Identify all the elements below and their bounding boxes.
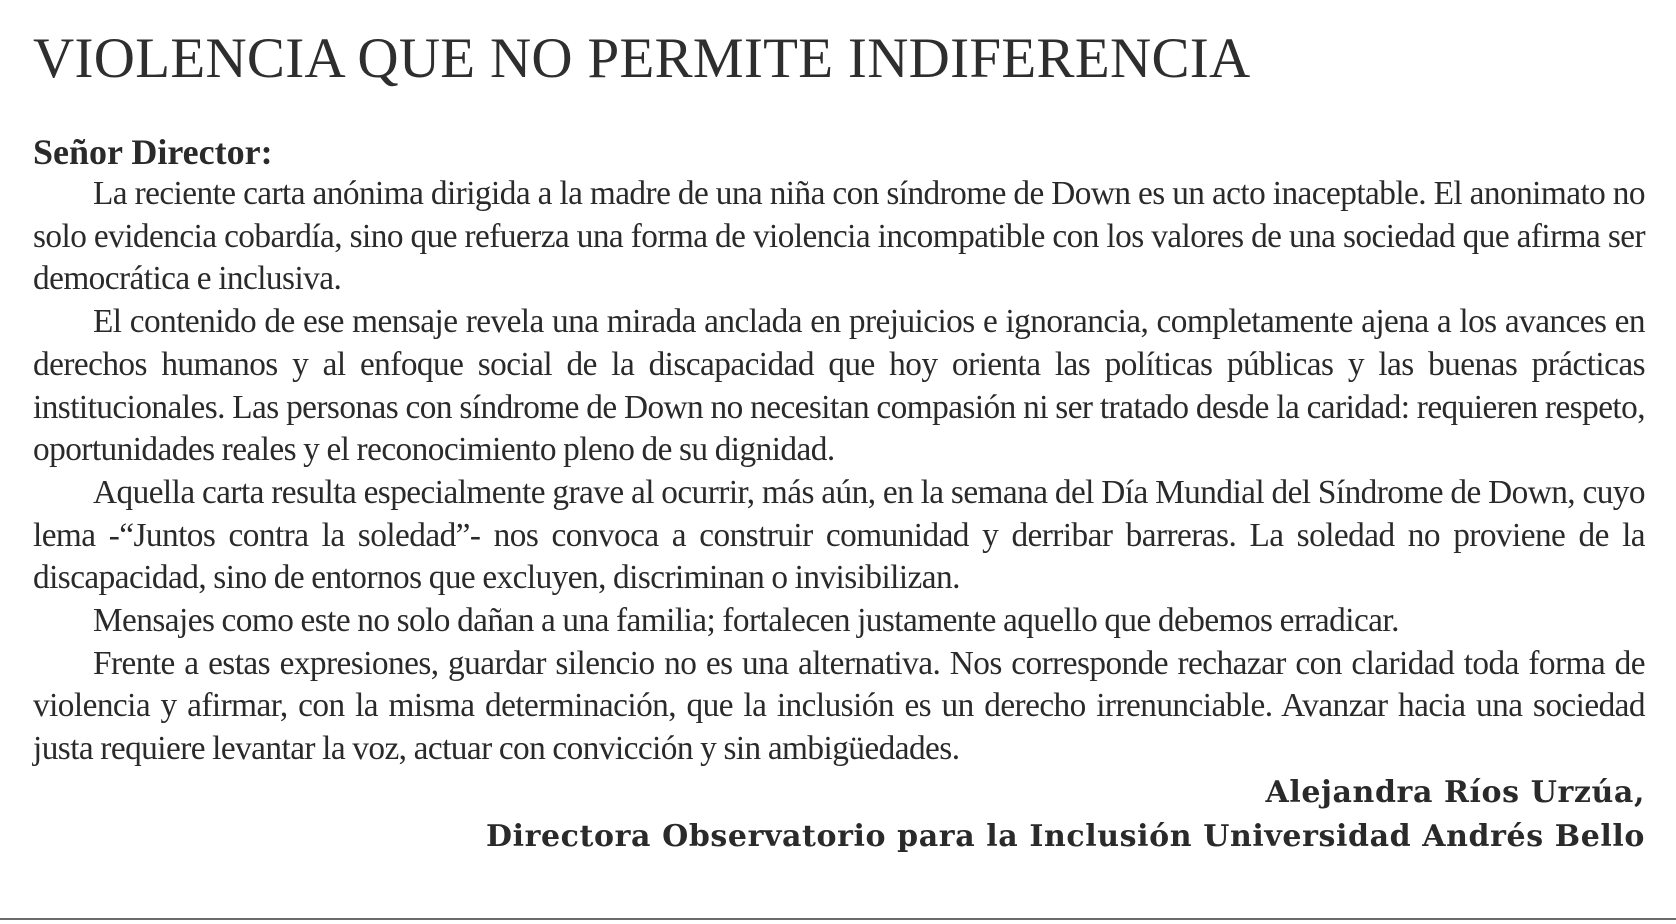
letter-paragraph-1: La reciente carta anónima dirigida a la madre de una niña con síndrome de Down es un acto inaceptable. El anonimato no solo evidencia cobardía, sino que refuerza una forma de violencia incompatible con los valores de una sociedad que afirma ser democrática e inclusiva. bbox=[33, 175, 1645, 298]
letter-article bbox=[33, 26, 1645, 859]
bottom-divider bbox=[0, 918, 1676, 920]
article-title: VIOLENCIA QUE NO PERMITE INDIFERENCIA bbox=[33, 27, 1251, 90]
letter-body bbox=[33, 173, 1645, 771]
letter-paragraph-5: Frente a estas expresiones, guardar silencio no es una alternativa. Nos corresponde rechazar con claridad toda forma de violencia y afirmar, con la misma determinación, que la inclusión es un derecho irrenunciable. Avanzar hacia una sociedad justa requiere levantar la voz, actuar con convicción y sin ambigüedades. bbox=[33, 644, 1645, 768]
letter-paragraph-3: Aquella carta resulta especialmente grave al ocurrir, más aún, en la semana del Día Mundial del Síndrome de Down, cuyo lema -“Juntos contra la soledad”- nos convoca a construir comunidad y derribar barreras. La soledad no proviene de la discapacidad, sino de entornos que excluyen, discriminan o invisibilizan. bbox=[33, 473, 1645, 597]
letter-paragraph-2: El contenido de ese mensaje revela una mirada anclada en prejuicios e ignorancia, completamente ajena a los avances en derechos humanos y al enfoque social de la discapacidad que hoy orienta las políticas públicas y las buenas prácticas institucionales. Las personas con síndrome de Down no necesitan compasión ni ser tratado desde la caridad: requieren respeto, oportunidades reales y el reconocimiento pleno de su dignidad. bbox=[33, 303, 1645, 469]
letter-paragraph-4: Mensajes como este no solo dañan a una familia; fortalecen justamente aquello que debemos erradicar. bbox=[93, 602, 1399, 640]
signature-role: Directora Observatorio para la Inclusión Universidad Andrés Bello bbox=[485, 818, 1645, 854]
signature-name: Alejandra Ríos Urzúa, bbox=[1265, 774, 1645, 810]
letter-greeting: Señor Director: bbox=[33, 132, 273, 172]
letter-signature bbox=[33, 771, 1645, 859]
